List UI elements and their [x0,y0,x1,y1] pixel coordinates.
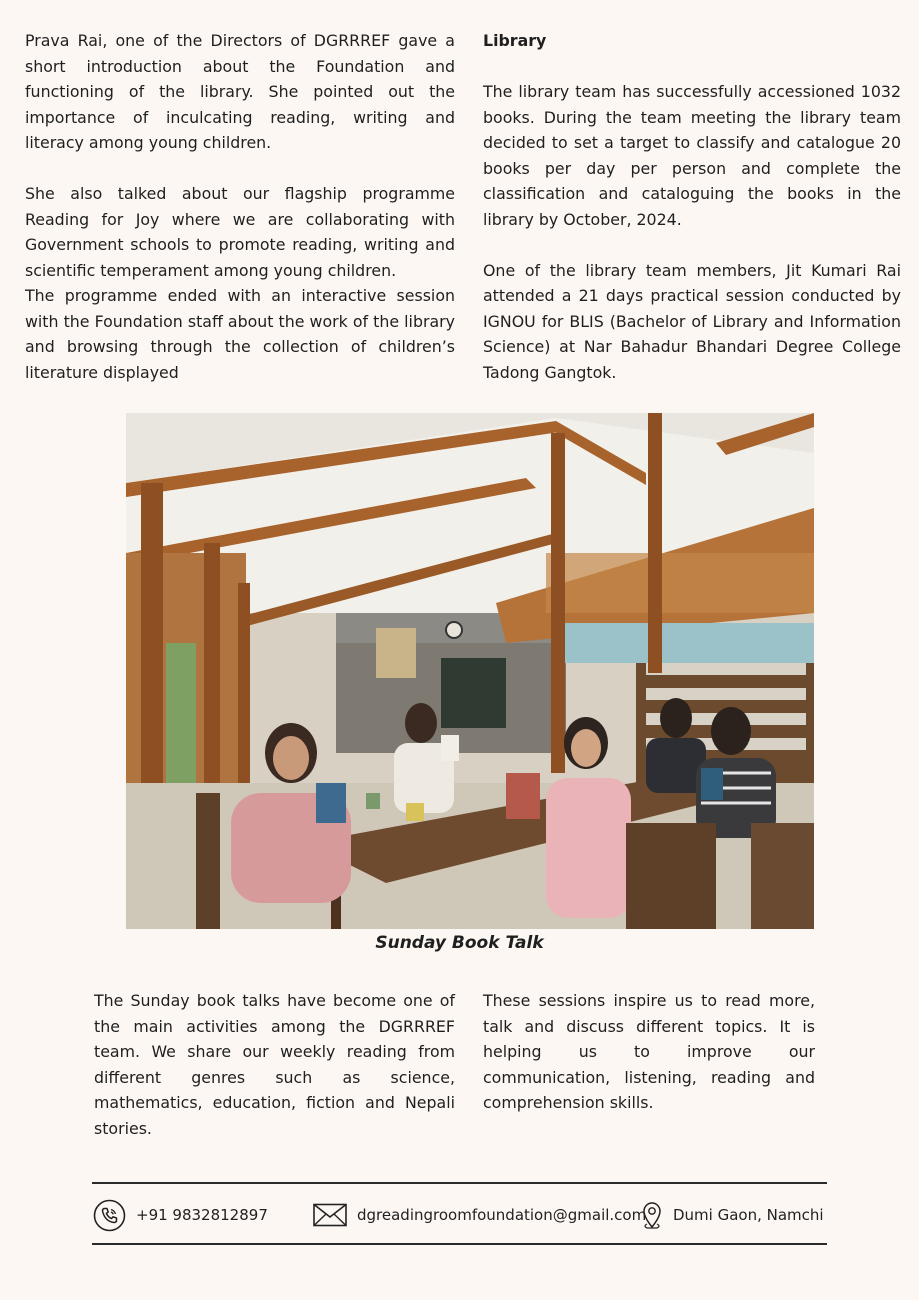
footer-phone[interactable] [93,1198,268,1232]
envelope-icon [313,1203,347,1227]
paragraph-training: One of the library team members, Jit Kumari Rai attended a 21 days practical session conducted by IGNOU for BLIS (Bachelor of Library and Information Science) at Nar Bahadur Bhandari Degree College Tadong Gangtok. [483,260,901,382]
paragraph-reading-for-joy: She also talked about our flagship programme Reading for Joy where we are collaborating with Government schools to promote reading, writing and scientific temperament among young children. [25,184,455,280]
left-column-top [25,28,455,385]
photo-caption: Sunday Book Talk [375,933,544,953]
paragraph-sessions-inspire: These sessions inspire us to read more, talk and discuss different topics. It is helping us to improve our communication, listening, reading and comprehension skills. [483,991,815,1112]
map-pin-icon [641,1200,663,1230]
library-heading: Library [483,31,547,50]
paragraph-programme-ended: The programme ended with an interactive session with the Foundation staff about the work of the library and browsing through the collection of children’s literature displayed [25,286,455,382]
footer-email[interactable] [313,1198,646,1232]
right-column-top [483,28,901,385]
footer-bottom-rule [92,1243,827,1245]
paragraph-intro: Prava Rai, one of the Directors of DGRRREF gave a short introduction about the Foundation and functioning of the library. She pointed out the importance of inculcating reading, writing and literacy among young children. [25,31,455,152]
paragraph-accession: The library team has successfully accessioned 1032 books. During the team meeting the library team decided to set a target to classify and catalogue 20 books per day per person and complete the classification and cataloguing the books in the library by October, 2024. [483,82,901,229]
footer-email-text: dgreadingroomfoundation@gmail.com [357,1206,647,1224]
paragraph-sunday-book-talks: The Sunday book talks have become one of the main activities among the DGRRREF team. We share our weekly reading from different genres such as science, mathematics, education, fiction and Nepali stories. [94,991,455,1138]
footer-location-text: Dumi Gaon, Namchi [673,1206,824,1224]
library-photo [126,413,814,929]
phone-icon [93,1199,126,1232]
footer-top-rule [92,1182,827,1184]
left-column-bottom [94,988,455,1141]
right-column-bottom [483,988,815,1116]
footer-phone-text: +91 9832812897 [136,1206,268,1224]
library-photo-illustration [126,413,814,929]
footer-location [641,1198,824,1232]
